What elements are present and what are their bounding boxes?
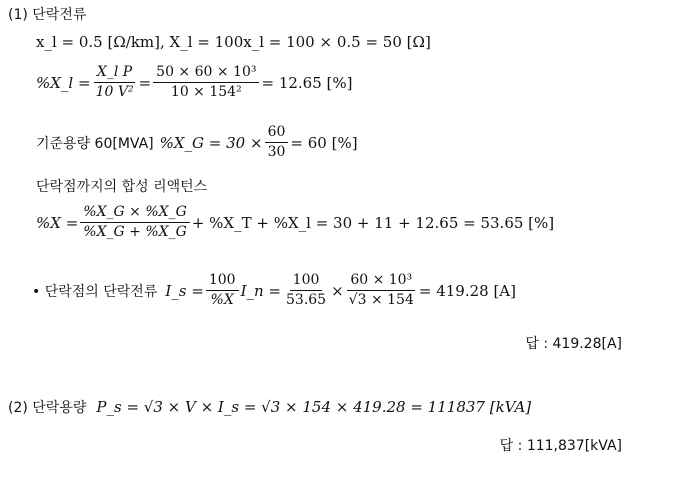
fraction-denominator: 10 V² [95, 84, 134, 100]
fraction-numerator: 60 × 10³ [347, 272, 415, 291]
fraction-denominator: %X [210, 292, 234, 308]
percent-xl-lhs: %X_l = [36, 73, 91, 92]
fraction-denominator: 53.65 [286, 292, 327, 308]
fraction [283, 272, 329, 309]
fraction-numerator: 50 × 60 × 10³ [153, 64, 259, 83]
fraction-numerator: 100 [206, 272, 239, 291]
part2-heading: (2) 단락용량 [8, 400, 87, 416]
fraction [153, 64, 259, 101]
base-capacity-result: = 60 [%] [290, 133, 358, 152]
part2-answer: 답 : 111,837[kVA] [499, 438, 622, 454]
base-capacity-label: 기준용량 60[MVA] [36, 135, 154, 152]
fraction-denominator: 30 [267, 144, 286, 160]
combined-reactance-label: 단락점까지의 합성 리액턴스 [36, 179, 208, 195]
short-current-formula [32, 272, 516, 309]
short-current-mid: I_n = [240, 281, 281, 300]
base-capacity-formula [36, 124, 358, 161]
fraction [80, 204, 190, 241]
percent-xl-formula [36, 64, 353, 101]
fraction-numerator: 100 [290, 272, 323, 291]
fraction-denominator: √3 × 154 [348, 292, 414, 308]
equals-sign: = [138, 73, 152, 92]
fraction-denominator: 10 × 154² [170, 84, 242, 100]
fraction-numerator: X_l P [94, 64, 135, 83]
short-current-label: • 단락점의 단락전류 [32, 283, 158, 300]
part1-heading: (1) 단락전류 [8, 7, 87, 23]
base-capacity-lhs: %X_G = 30 × [159, 133, 263, 152]
combined-lhs: %X = [36, 213, 79, 232]
combined-result: + %X_T + %X_l = 30 + 11 + 12.65 = 53.65 [%] [191, 213, 555, 232]
fraction [93, 64, 137, 101]
percent-xl-result: = 12.65 [%] [261, 73, 353, 92]
fraction [346, 272, 417, 309]
fraction-numerator: 60 [265, 124, 289, 143]
fraction [265, 124, 289, 161]
times-sign: × [331, 281, 344, 300]
short-current-lhs: I_s = [165, 281, 204, 300]
fraction-numerator: %X_G × %X_G [80, 204, 190, 223]
fraction [206, 272, 239, 309]
short-current-result: = 419.28 [A] [418, 281, 516, 300]
part2-formula-line [8, 397, 531, 417]
part2-formula: P_s = √3 × V × I_s = √3 × 154 × 419.28 = 111837 [kVA] [96, 398, 532, 416]
fraction-denominator: %X_G + %X_G [83, 224, 187, 240]
xl-line: x_l = 0.5 [Ω/km], X_l = 100x_l = 100 × 0.5 = 50 [Ω] [36, 33, 431, 51]
part1-answer: 답 : 419.28[A] [525, 336, 622, 352]
combined-reactance-formula [36, 204, 554, 241]
